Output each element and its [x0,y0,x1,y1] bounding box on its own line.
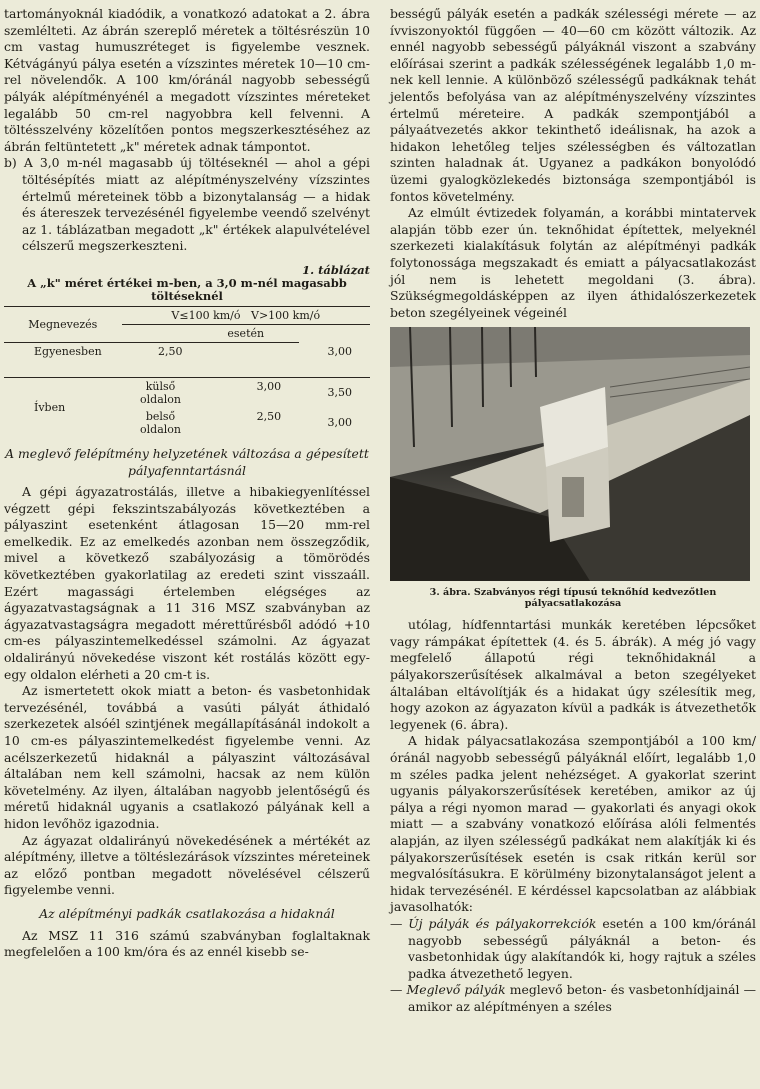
paragraph: A hidak pályacsatlakozása szempontjából a 100 km/óránál nagyobb sebességű pályáknál előírt, legalább 1,0 m széles padka jelent nehézséget. A gyakorlat szerint ugyanis pályakorszerűsítések keretében, amikor az új pálya a régi nyomon marad — gyakorlati és anyagi okok miatt — a szabvány vonatkozó előírása alóli felmentés alapján, az ilyen szélességű padkákat nem alakítják ki és pályakorszerűsítések esetén is csak ritkán kerül sor megvalósításukra. E körülmény bizonytalanságot jelent a hidak tervezésénél. E kérdéssel kapcsolatban az alábbiak javasolhatók: [390,733,756,915]
list-item-text: meglevő beton- és vasbetonhídjainál — amikor az alépítményen a széles [408,982,756,1014]
paragraph: Az ágyazat oldalirányú növekedésének a mértékét az alépítmény, illetve a töltéslezárások vízszintes méreteinek az előző pontban megadott növelésével célszerű figyelembe venni. [4,832,370,898]
paragraph: Az MSZ 11 316 számú szabványban foglaltaknak megfelelően a 100 km/óra és az ennél kisebb se- [4,927,370,960]
paragraph: Az elmúlt évtizedek folyamán, a korábbi mintatervek alapján több ezer ún. teknőhidat építettek, melyeknél szerkezeti kialakításuk folytán az alépítményi padkák folytonossága megszakadt és emiatt a pályacsatlakozást jól nem is lehetett megoldani (3. ábra). Szükségmegoldásképpen az ilyen áthidalószerkezetek beton szegélyeinek végeinél [390,205,756,320]
bridge-photo [390,327,750,581]
table-cell: 3,00 [327,344,352,358]
table-cell: 2,50 [158,344,183,358]
figure-caption: 3. ábra. Szabványos régi típusú teknőhíd kedvezőtlen pályacsatlakozása [429,587,717,610]
list-item-text: esetén a 100 km/óránál nagyobb sebességű pályáknál a beton- és vasbetonhidak úgy alakítandók ki, hogy rajtuk a széles padka átvezethető legyen. [408,915,757,981]
table-title: A „k" méret értékei m-ben, a 3,0 m-nél magasabb [27,275,347,290]
table-row-label: Ívben [4,377,122,438]
k-values-table [4,306,370,438]
list-item [390,982,756,1015]
right-column [390,6,756,1016]
paragraph-b: b) A 3,0 m-nél magasabb új töltéseknél — ahol a gépi töltésépítés miatt az alépítményszelvény vízszintes értelmű méreteinek több a bizonytalanság — a hidak és átereszek tervezésénél figyelembe veendő szelvényt az 1. táblázatban megadott „k" értékek alapulvételével célszerű megszerkeszteni. [4,155,370,254]
paragraph: A gépi ágyazatrostálás, illetve a hibakiegyenlítéssel végzett gépi fekszintszabályozás következtében a pályaszint esetenként átlagosan 15—20 mm-rel emelkedik. Ez az emelkedés azonban nem összegződik, mivel a következő szabályozásig a tömörödés következtében gyakorlatilag az eredeti szint visszaáll. Ezért magassági értelemben elégséges az ágyazatvastagságnak a 11 316 MSZ szabványban az ágyazatvastagságra megadott mérettűrésből adódó +10 cm-es pályaszintemelkedéssel számolni. Az ágyazat oldalirányú növekedése viszont két rostálás között egy-egy oldalon elérheti a 20 cm-t is. [4,484,370,682]
table-cell: 3,00 [327,416,352,430]
table-row-sublabel: belső oldalon [140,409,181,436]
table-header-speed-low: V≤100 km/ó [171,308,241,322]
table-cell: 3,00 [256,379,282,393]
list-item-lead: — Új pályák és pályakorrekciók [390,915,597,931]
table-row-sublabel: külső oldalon [140,379,181,406]
table-number: 1. táblázat [302,262,370,277]
paragraph: bességű pályák esetén a padkák szélességi mérete — az ívviszonyoktól függően — 40—60 cm között változik. Az ennél nagyobb sebességű pályáknál viszont a szabvány előírásai szerint a padkák szélességének legalább 1,0 m-nek kell lennie. A különböző szélességű padkáknak tehát jelentős befolyása van az alépítményszelvény vízszintes értelmű méreteire. A padkák szempontjából a pályaátvezetés akkor tekinthető ideálisnak, ha azok a hidakon lehetőleg teljes szélességben és változatlan szinten haladnak át. Ugyanez a padkákon bonyolódó üzemi gyalogközlekedés biztonsága szempontjából is fontos követelmény. [390,6,756,204]
section-heading: Az alépítményi padkák csatlakozása a hidaknál [39,905,335,921]
table-cell: 3,50 [299,377,370,408]
paragraph: utólag, hídfenntartási munkák keretében lépcsőket vagy rámpákat építettek (4. és 5. ábrák). A még jó vagy megfelelő állapotú régi teknőhidaknál a pályakorszerűsítések alkalmával a beton szegélyeket általában eltávolítják és a hidakat úgy szélesítik meg, hogy azokon az ágyazaton kívül a padkák is átvezethetők legyenek (6. ábra). [390,617,756,732]
table-header-name: Megnevezés [4,306,122,342]
bridge-photo-drawing [390,327,750,581]
paragraph: Az ismertetett okok miatt a beton- és vasbetonhidak tervezésénél, továbbá a vasúti pályát áthidaló szerkezetek alsóél szintjének megállapításánál indokolt a 10 cm-es pályaszintemelkedést figyelembe venni. Az acélszerkezetű hidaknál a pályaszint változásával általában nem kell számolni, hacsak az nem külön követelmény. Az ilyen, általában nagyobb jelentőségű és méretű hidaknál ugyanis a csatlakozó pályának kell a hidon levőhöz igazodnia. [4,683,370,831]
table-row-label: Egyenesben [4,342,299,360]
list-item-lead: — Meglevő pályák [390,982,506,998]
section-heading: A meglevő felépítmény helyzetének változása a gépesített pályafenntartásnál [5,445,369,478]
table-cell: 2,50 [256,409,282,423]
table-header-speed-high: V>100 km/ó [251,308,321,322]
table-header-case: esetén [227,326,265,340]
left-column [4,6,370,961]
paragraph: tartományoknál kiadódik, a vonatkozó adatokat a 2. ábra szemlélteti. Az ábrán szereplő méretek a töltésrészün 10 cm vastag humuszréteget is figyelembe vesznek. Kétvágányú pálya esetén a vízszintes méretek 10—10 cm-rel növelendők. A 100 km/óránál nagyobb sebességű pályák alépítményénél a megadott vízszintes méreteket legalább 50 cm-rel nagyobbra kell felvenni. A töltésszelvény közelítően pontos megszerkesztéséhez az ábrán feltüntetett „k" méretek adnak támpontot. [4,6,370,154]
list-item [390,916,756,982]
table-title-line2: töltéseknél [151,288,223,303]
